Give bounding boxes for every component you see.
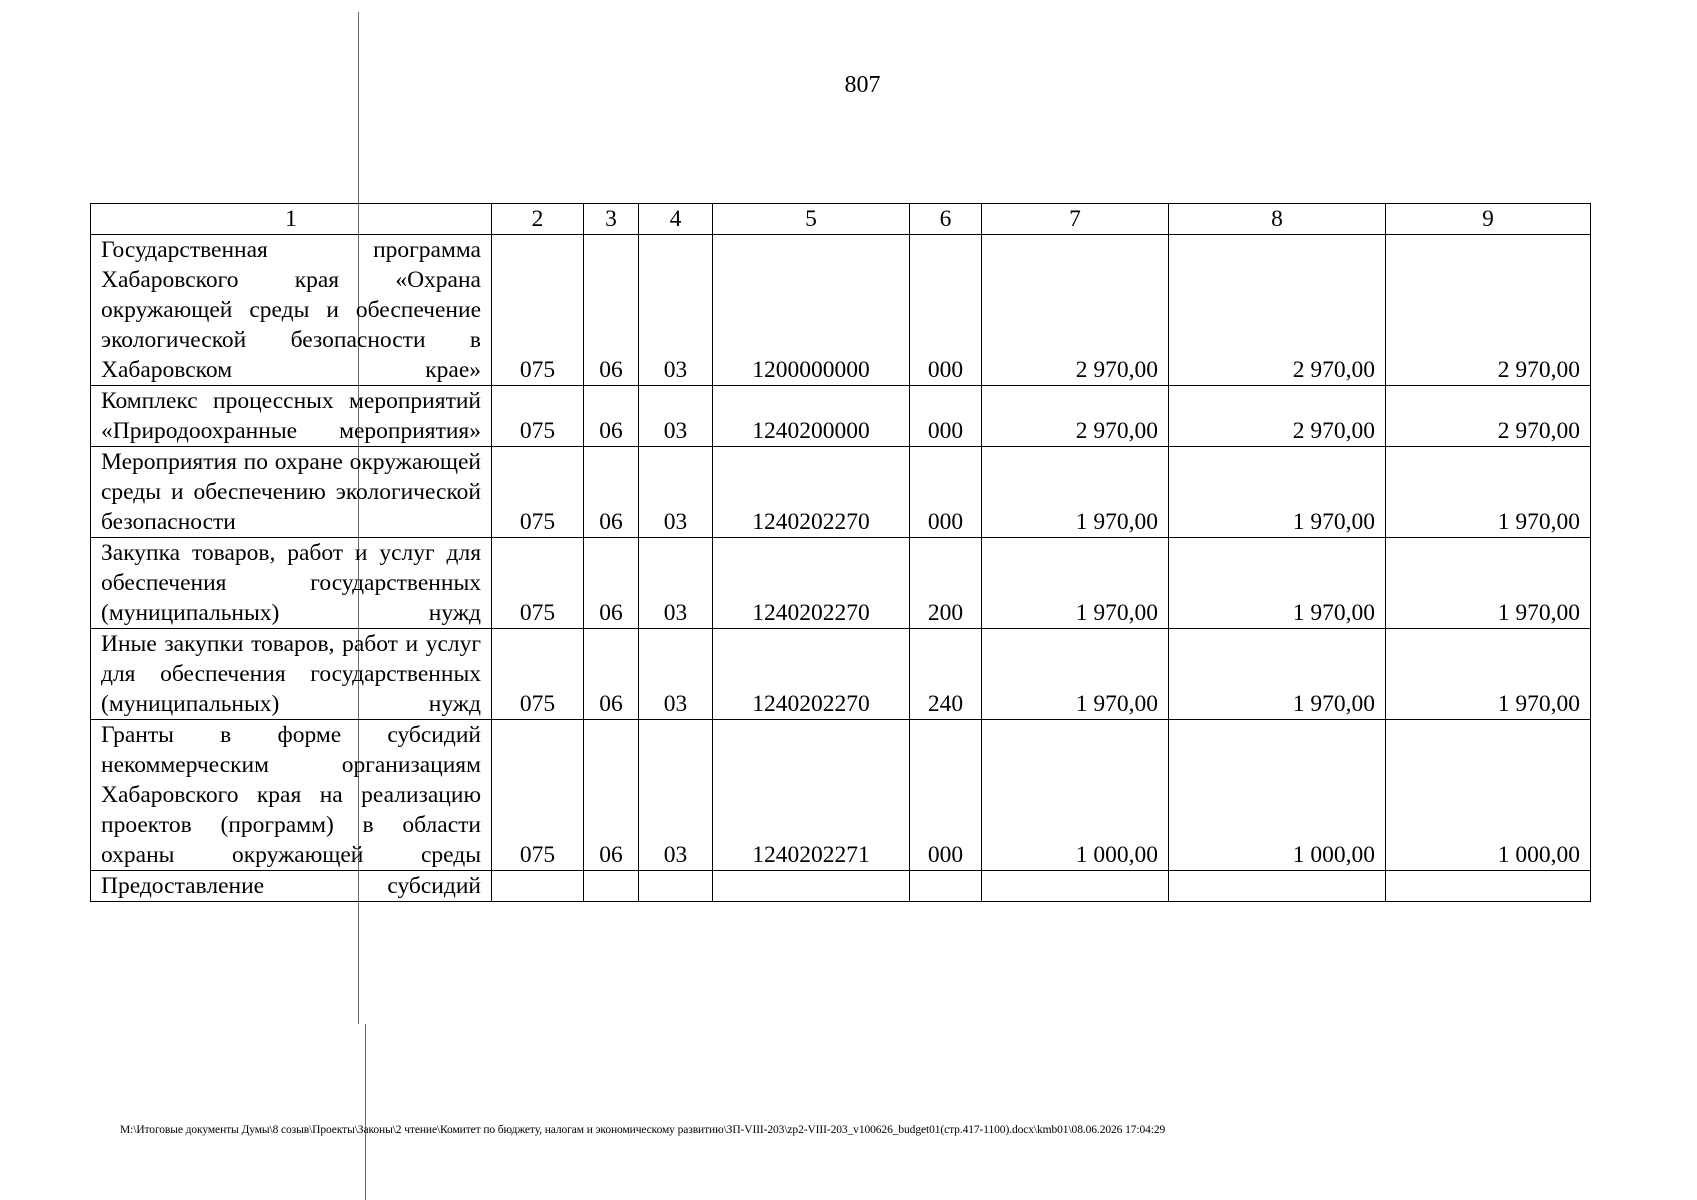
cell-col7: 2 970,00 xyxy=(982,386,1169,447)
cell-col2 xyxy=(492,871,584,902)
cell-col3 xyxy=(584,871,639,902)
cell-col4: 03 xyxy=(639,447,713,538)
cell-col4: 03 xyxy=(639,538,713,629)
cell-col9: 1 970,00 xyxy=(1386,629,1591,720)
cell-col9 xyxy=(1386,871,1591,902)
column-header: 6 xyxy=(910,204,982,235)
cell-col5: 1240202271 xyxy=(713,720,910,871)
file-path-footer: M:\Итоговые документы Думы\8 созыв\Проекты\Законы\2 чтение\Комитет по бюджету, налогам и экономическому развитию\ЗП-VIII-203\zp2-VIII-203_v100626_budget01(стр.417-1100).docx\kmb01\08.06.2026 17:04:29 xyxy=(120,1124,1166,1136)
table-row xyxy=(91,538,1591,629)
cell-col3: 06 xyxy=(584,235,639,386)
cell-col5: 1240202270 xyxy=(713,447,910,538)
cell-col4: 03 xyxy=(639,629,713,720)
cell-col9: 1 970,00 xyxy=(1386,538,1591,629)
cell-col5: 1240202270 xyxy=(713,538,910,629)
cell-col5: 1240200000 xyxy=(713,386,910,447)
row-name: Гранты в форме субсидий некоммерческим организациям Хабаровского края на реализацию проектов (программ) в области охраны окружающей среды xyxy=(91,720,492,871)
cell-col9: 2 970,00 xyxy=(1386,386,1591,447)
table-row xyxy=(91,720,1591,871)
cell-col4: 03 xyxy=(639,386,713,447)
table-row xyxy=(91,871,1591,902)
row-name: Мероприятия по охране окружающей среды и обеспечению экологической безопасности xyxy=(91,447,492,538)
column-header: 9 xyxy=(1386,204,1591,235)
page-number: 807 xyxy=(844,72,881,98)
cell-col4: 03 xyxy=(639,720,713,871)
cell-col7 xyxy=(982,871,1169,902)
row-name: Комплекс процессных мероприятий «Природоохранные мероприятия» xyxy=(91,386,492,447)
cell-col9: 1 970,00 xyxy=(1386,447,1591,538)
table-row xyxy=(91,235,1591,386)
cell-col5 xyxy=(713,871,910,902)
cell-col9: 2 970,00 xyxy=(1386,235,1591,386)
cell-col3: 06 xyxy=(584,447,639,538)
cell-col7: 1 970,00 xyxy=(982,629,1169,720)
cell-col3: 06 xyxy=(584,629,639,720)
cell-col9: 1 000,00 xyxy=(1386,720,1591,871)
column-header: 8 xyxy=(1169,204,1386,235)
cell-col2: 075 xyxy=(492,386,584,447)
row-name: Предоставление субсидий xyxy=(91,871,492,902)
cell-col4: 03 xyxy=(639,235,713,386)
cell-col8 xyxy=(1169,871,1386,902)
cell-col7: 2 970,00 xyxy=(982,235,1169,386)
row-name: Государственная программа Хабаровского края «Охрана окружающей среды и обеспечение экологической безопасности в Хабаровском крае» xyxy=(91,235,492,386)
cell-col2: 075 xyxy=(492,235,584,386)
cell-col6: 000 xyxy=(910,720,982,871)
column-header: 3 xyxy=(584,204,639,235)
cell-col6: 000 xyxy=(910,235,982,386)
cell-col6: 000 xyxy=(910,386,982,447)
row-name: Закупка товаров, работ и услуг для обеспечения государственных (муниципальных) нужд xyxy=(91,538,492,629)
cell-col2: 075 xyxy=(492,447,584,538)
column-header: 7 xyxy=(982,204,1169,235)
cell-col5: 1200000000 xyxy=(713,235,910,386)
cell-col6: 200 xyxy=(910,538,982,629)
table-row xyxy=(91,629,1591,720)
column-header: 2 xyxy=(492,204,584,235)
column-header: 5 xyxy=(713,204,910,235)
cell-col6: 000 xyxy=(910,447,982,538)
cell-col2: 075 xyxy=(492,629,584,720)
cell-col2: 075 xyxy=(492,720,584,871)
cell-col7: 1 970,00 xyxy=(982,447,1169,538)
column-header: 4 xyxy=(639,204,713,235)
cell-col8: 1 970,00 xyxy=(1169,538,1386,629)
cell-col8: 1 970,00 xyxy=(1169,447,1386,538)
table-row xyxy=(91,386,1591,447)
cell-col6 xyxy=(910,871,982,902)
cell-col8: 1 970,00 xyxy=(1169,629,1386,720)
cell-col3: 06 xyxy=(584,720,639,871)
budget-table xyxy=(90,203,1591,902)
cell-col8: 2 970,00 xyxy=(1169,386,1386,447)
scan-artifact-line-lower xyxy=(365,1024,366,1200)
cell-col2: 075 xyxy=(492,538,584,629)
cell-col3: 06 xyxy=(584,538,639,629)
cell-col6: 240 xyxy=(910,629,982,720)
cell-col4 xyxy=(639,871,713,902)
table-row xyxy=(91,447,1591,538)
cell-col3: 06 xyxy=(584,386,639,447)
cell-col8: 1 000,00 xyxy=(1169,720,1386,871)
column-header: 1 xyxy=(91,204,492,235)
cell-col7: 1 970,00 xyxy=(982,538,1169,629)
table-header-row xyxy=(91,204,1591,235)
row-name: Иные закупки товаров, работ и услуг для обеспечения государственных (муниципальных) нужд xyxy=(91,629,492,720)
cell-col8: 2 970,00 xyxy=(1169,235,1386,386)
cell-col5: 1240202270 xyxy=(713,629,910,720)
cell-col7: 1 000,00 xyxy=(982,720,1169,871)
